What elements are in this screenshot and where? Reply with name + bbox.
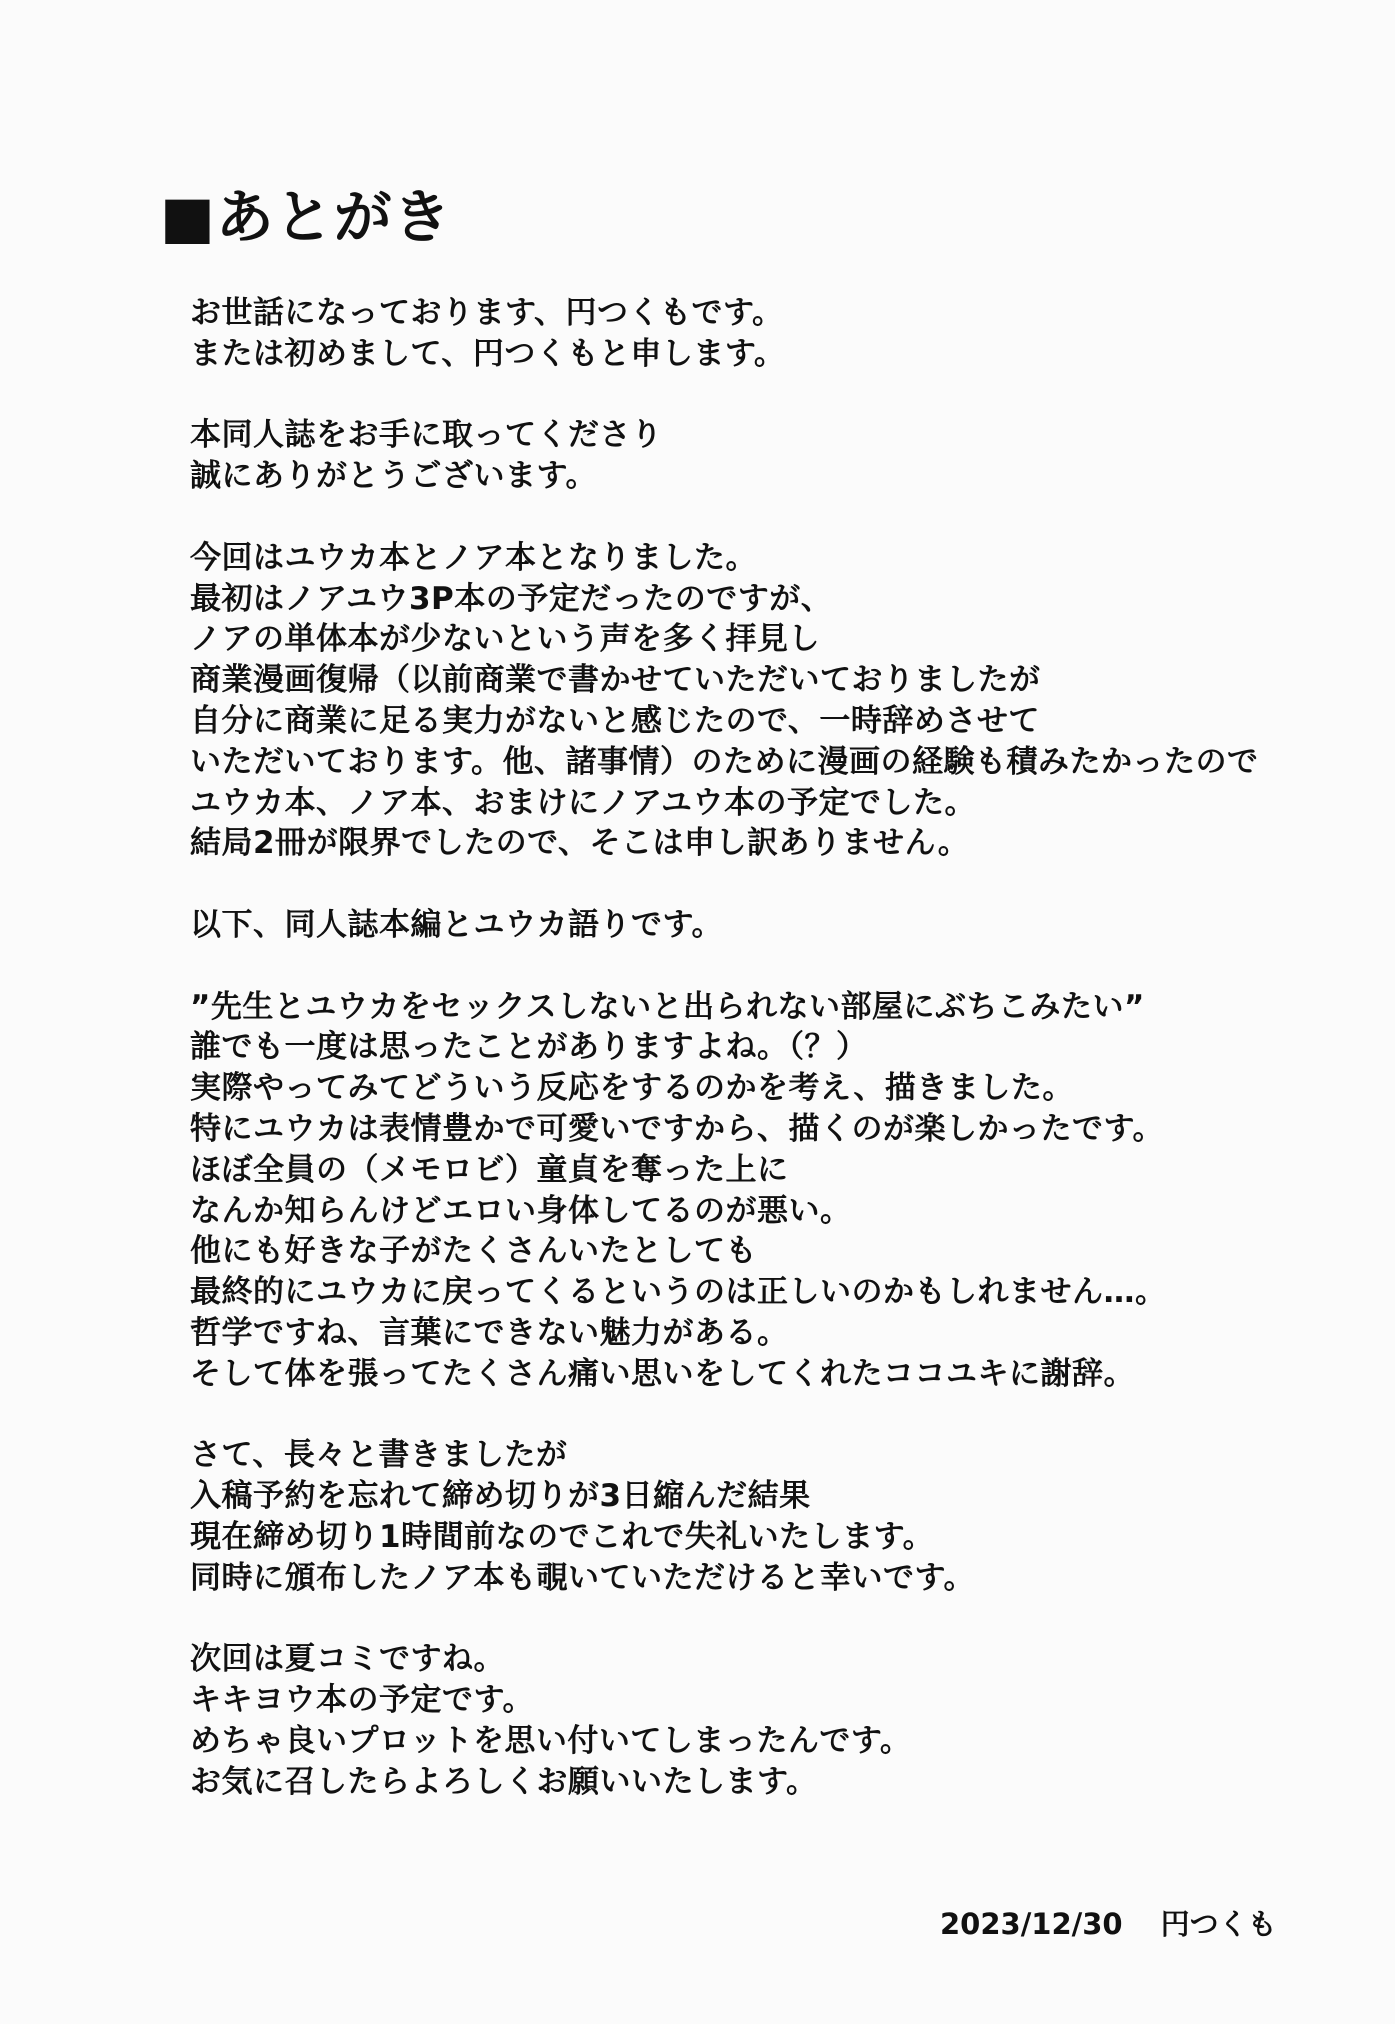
paragraph-spacer (190, 946, 1300, 987)
paragraph-next (190, 1639, 1300, 1802)
signature-author: 円つくも (1160, 1907, 1277, 1941)
text-line: ”先生とユウカをセックスしないと出られない部屋にぶちこみたい” (190, 988, 1145, 1025)
paragraph-discussion (190, 987, 1300, 1395)
text-line: 哲学ですね、言葉にできない魅力がある。 (190, 1314, 789, 1351)
text-line: 他にも好きな子がたくさんいたとしても (190, 1233, 757, 1270)
text-line: そして体を張ってたくさん痛い思いをしてくれたココユキに謝辞。 (190, 1355, 1135, 1392)
paragraph-plans (190, 538, 1300, 864)
text-line: または初めまして、円つくもと申します。 (190, 335, 786, 372)
paragraph-spacer (190, 1395, 1300, 1436)
text-line: 本同人誌をお手に取ってくださり (190, 417, 663, 454)
paragraph-spacer (190, 375, 1300, 416)
paragraph-thanks (190, 415, 1300, 497)
text-line: 現在締め切り1時間前なのでこれで失礼いたします。 (190, 1518, 935, 1555)
text-line: 今回はユウカ本とノア本となりました。 (190, 539, 757, 576)
paragraph-greeting (190, 293, 1300, 375)
paragraph-deadline (190, 1435, 1300, 1598)
text-line: 結局2冊が限界でしたので、そこは申し訳ありません。 (190, 825, 970, 862)
text-line: なんか知らんけどエロい身体してるのが悪い。 (190, 1192, 852, 1229)
text-line: いただいております。他、諸事情）のために漫画の経験も積みたかったので (190, 743, 1259, 780)
text-line: 実際やってみてどういう反応をするのかを考え、描きました。 (190, 1070, 1074, 1107)
text-line: ノアの単体本が少ないという声を多く拝見し (190, 621, 820, 658)
text-line: 同時に頒布したノア本も覗いていただけると幸いです。 (190, 1559, 976, 1596)
text-line: さて、長々と書きましたが (190, 1437, 568, 1474)
signature (940, 1906, 1277, 1942)
text-line: 特にユウカは表情豊かで可愛いですから、描くのが楽しかったです。 (190, 1110, 1165, 1147)
text-line: 最終的にユウカに戻ってくるというのは正しいのかもしれません…。 (190, 1274, 1167, 1311)
text-line: 次回は夏コミですね。 (190, 1641, 505, 1678)
paragraph-intro (190, 905, 1300, 946)
text-line: 誠にありがとうございます。 (190, 458, 598, 495)
text-line: ユウカ本、ノア本、おまけにノアユウ本の予定でした。 (190, 784, 976, 821)
text-line: めちゃ良いプロットを思い付いてしまったんです。 (190, 1722, 912, 1759)
text-line: お気に召したらよろしくお願いいたします。 (190, 1763, 818, 1800)
signature-date: 2023/12/30 (940, 1907, 1123, 1941)
text-line: 最初はノアユウ3P本の予定だったのですが、 (190, 580, 833, 617)
afterword-body (190, 293, 1300, 1802)
text-line: 以下、同人誌本編とユウカ語りです。 (190, 906, 724, 943)
text-line: 商業漫画復帰（以前商業で書かせていただいておりましたが (190, 662, 1041, 699)
text-line: 入稿予約を忘れて締め切りが3日縮んだ結果 (190, 1478, 811, 1515)
text-line: キキヨウ本の予定です。 (190, 1682, 535, 1719)
page-title: ■あとがき (160, 183, 452, 251)
text-line: お世話になっております、円つくもです。 (190, 295, 784, 331)
text-line: 誰でも一度は思ったことがありますよね。（？） (190, 1029, 868, 1066)
paragraph-spacer (190, 1599, 1300, 1640)
paragraph-spacer (190, 864, 1300, 905)
text-line: ほぼ全員の（メモロビ）童貞を奪った上に (190, 1151, 789, 1188)
paragraph-spacer (190, 497, 1300, 538)
text-line: 自分に商業に足る実力がないと感じたので、一時辞めさせて (190, 702, 1040, 739)
